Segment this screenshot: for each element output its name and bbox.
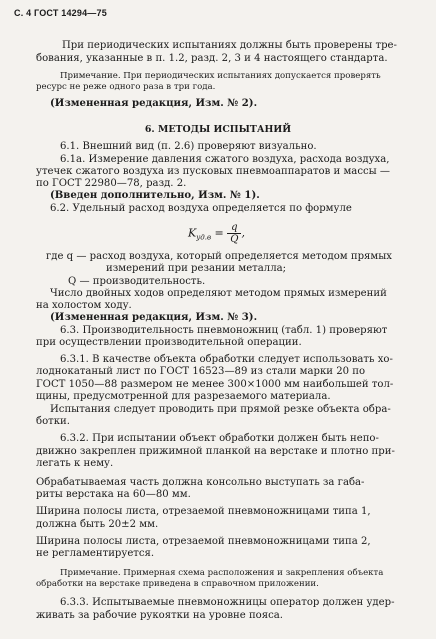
text-line: где q — расход воздуха, который определяется методом прямых	[46, 251, 392, 262]
text-line: живать за рабочие рукоятки на уровне пояса.	[36, 610, 284, 621]
text-line: на холостом ходу.	[36, 300, 132, 311]
text-line: ботки.	[36, 416, 70, 427]
text-line: движно закреплен прижимной планкой на верстаке и плотно при-	[36, 446, 395, 457]
text-line: 6.1а. Измерение давления сжатого воздуха, расхода воздуха,	[60, 154, 390, 165]
note-line: ресурс не реже одного раза в три года.	[36, 82, 216, 92]
text-line: При периодических испытаниях должны быть проверены тре-	[62, 40, 397, 51]
text-line: ГОСТ 1050—88 размером не менее 300×1000 мм наибольшей тол-	[36, 379, 394, 390]
section-heading: 6. МЕТОДЫ ИСПЫТАНИЙ	[144, 124, 292, 135]
text-line: Число двойных ходов определяют методом прямых измерений	[50, 288, 387, 299]
formula-denominator: Q	[230, 234, 239, 245]
text-line: Обрабатываемая часть должна консольно выступать за габа-	[36, 477, 365, 488]
text-line: 6.3. Производительность пневмоножниц (табл. 1) проверяют	[60, 325, 388, 336]
text-line: Ширина полосы листа, отрезаемой пневмоножницами типа 2,	[36, 536, 371, 547]
text-line: утечек сжатого воздуха из пусковых пневмоаппаратов и массы —	[36, 166, 390, 177]
page-header: С. 4 ГОСТ 14294—75	[14, 8, 107, 18]
formula-fraction	[227, 222, 241, 245]
text-line: должна быть 20±2 мм.	[36, 519, 159, 530]
revision-note: (Измененная редакция, Изм. № 3).	[50, 312, 258, 323]
text-line: 6.3.1. В качестве объекта обработки следует использовать хо-	[60, 354, 393, 365]
text-line: 6.3.3. Испытываемые пневмоножницы оператор должен удер-	[60, 597, 395, 608]
text-line: 6.2. Удельный расход воздуха определяется по формуле	[50, 203, 352, 214]
formula-equals: =	[214, 226, 224, 240]
formula-tail: ,	[241, 226, 245, 240]
revision-note: (Введен дополнительно, Изм. № 1).	[50, 190, 260, 201]
formula	[188, 222, 245, 245]
formula-subscript: уд.в	[196, 233, 212, 242]
note-line: Примечание. Примерная схема расположения и закрепления объекта	[60, 568, 384, 578]
text-line: при осуществлении производительной операции.	[36, 337, 302, 348]
note-line: Примечание. При периодических испытаниях допускается проверять	[60, 71, 381, 81]
text-line: Ширина полосы листа, отрезаемой пневмоножницами типа 1,	[36, 506, 371, 517]
revision-note: (Измененная редакция, Изм. № 2).	[50, 98, 258, 109]
text-line: измерений при резании металла;	[106, 263, 287, 274]
text-line: не регламентируется.	[36, 548, 155, 559]
text-line: риты верстака на 60—80 мм.	[36, 489, 191, 500]
formula-lhs: K	[188, 226, 197, 240]
text-line: легать к нему.	[36, 458, 114, 469]
note-line: обработки на верстаке приведена в справочном приложении.	[36, 579, 319, 589]
text-line: по ГОСТ 22980—78, разд. 2.	[36, 178, 187, 189]
text-line: Испытания следует проводить при прямой резке объекта обра-	[50, 404, 391, 415]
text-line: щины, предусмотренной для разрезаемого материала.	[36, 391, 331, 402]
text-line: 6.1. Внешний вид (п. 2.6) проверяют визуально.	[60, 141, 317, 152]
text-line: Q — производительность.	[68, 276, 206, 287]
text-line: лоднокатаный лист по ГОСТ 16523—89 из стали марки 20 по	[36, 366, 366, 377]
formula-numerator: q	[227, 222, 241, 234]
text-line: бования, указанные в п. 1.2, разд. 2, 3 и 4 настоящего стандарта.	[36, 53, 388, 64]
text-line: 6.3.2. При испытании объект обработки должен быть непо-	[60, 433, 379, 444]
